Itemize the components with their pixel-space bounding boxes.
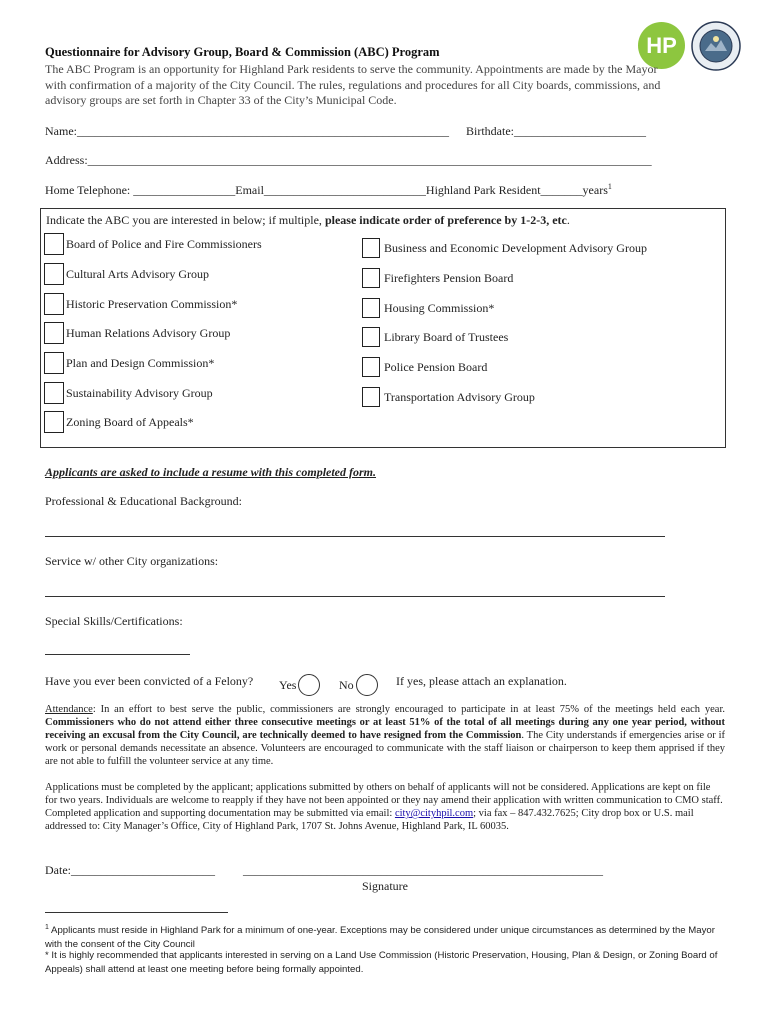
checkbox[interactable] [44,352,64,374]
home-phone-email-resident-field[interactable]: Home Telephone: _________________Email___________________________Highland Park Resident_______years [45,183,608,197]
skills-answer-line[interactable] [45,654,190,655]
option-historic-preservation[interactable]: Historic Preservation Commission* [44,293,237,315]
interest-prompt: Indicate the ABC you are interested in below; if multiple, please indicate order of preference by 1-2-3, etc. [46,213,570,227]
contact-row[interactable] [45,182,612,198]
address-field[interactable]: Address:______________________________________________________________________________________________ [45,153,652,167]
intro-paragraph: The ABC Program is an opportunity for Highland Park residents to serve the community. Appointments are made by the Mayor with confirmation of a majority of the City Council. The rules, regulations and procedures for all City boards, commissions, and advisory groups are set forth in Chapter 33 of the City’s Municipal Code. [45,62,661,107]
skills-label: Special Skills/Certifications: [45,614,183,628]
option-sustainability[interactable]: Sustainability Advisory Group [44,382,213,404]
background-answer-line[interactable] [45,536,665,537]
checkbox[interactable] [44,382,64,404]
attendance-paragraph: Attendance: In an effort to best serve the public, commissioners are strongly encouraged to participate in at least 75% of the meetings held each year. Commissioners who do not attend either three consecutive meetings or at least 51% of the total of all meetings during any one year period, without receiving an excusal from the City Council, are technically deemed to have resigned from the Commission. The City understands if emergencies arise or if work or personal demands necessitate an absence. Volunteers are encouraged to communicate with the staff liaison or chairperson to keep them apprised if they are not able to fulfill the volunteer service at any time. [45,704,725,767]
form-title: Questionnaire for Advisory Group, Board & Commission (ABC) Program [45,45,440,59]
email-link[interactable]: city@cityhpil.com [394,808,474,819]
birthdate-field[interactable]: Birthdate:______________________ [466,124,646,138]
checkbox[interactable] [362,238,380,258]
option-housing[interactable]: Housing Commission* [362,298,494,318]
service-answer-line[interactable] [45,596,665,597]
yes-radio[interactable] [298,674,320,696]
option-human-relations[interactable]: Human Relations Advisory Group [44,322,230,344]
option-police-pension[interactable]: Police Pension Board [362,357,487,377]
city-seal-logo [691,21,741,71]
option-police-fire-board[interactable]: Board of Police and Fire Commissioners [44,233,262,255]
checkbox[interactable] [362,327,380,347]
attendance-label: Attendance [45,704,93,715]
felony-explain-note: If yes, please attach an explanation. [396,674,567,688]
option-transportation[interactable]: Transportation Advisory Group [362,387,535,407]
no-radio[interactable] [356,674,378,696]
felony-no-option[interactable]: No [339,674,378,696]
footnote-divider [45,912,228,913]
checkbox[interactable] [362,387,380,407]
resume-note: Applicants are asked to include a resume with this completed form. [45,465,377,479]
checkbox[interactable] [44,322,64,344]
felony-question: Have you ever been convicted of a Felony? [45,674,254,688]
footnote-residency: $^1$ Applicants must reside in Highland Park for a minimum of one-year. Exceptions may be considered under unique circumstances as determined by the Mayor with the consent of the City Council [45,924,715,951]
footnote-marker: 1 [607,182,612,191]
signature-label: Signature [362,879,408,893]
option-business-economic[interactable]: Business and Economic Development Advisory Group [362,238,647,258]
option-cultural-arts[interactable]: Cultural Arts Advisory Group [44,263,209,285]
checkbox[interactable] [362,298,380,318]
date-field[interactable]: Date:________________________ [45,863,215,877]
checkbox[interactable] [44,411,64,433]
submission-paragraph: Applications must be completed by the applicant; applications submitted by others on behalf of applicants will not be considered. Applications are kept on file for two years. Individuals are welcome to reapply if they have not been appointed or they nay amend their application with written communication to CMO staff. Completed application and supporting documentation may be submitted via email: city@cityhpil.com; via fax – 847.432.7625; City drop box or U.S. mail addressed to: City Manager’s Office, City of Highland Park, 1707 St. Johns Avenue, Highland Park, IL 60035. [45,782,723,832]
option-zoning-appeals[interactable]: Zoning Board of Appeals* [44,411,194,433]
hp-logo-text: HP [646,32,677,58]
option-firefighters-pension[interactable]: Firefighters Pension Board [362,268,513,288]
attendance-rule: Commissioners who do not attend either three consecutive meetings or at least 51% of the total of all meetings during any one year period, without receiving an excusal from the City Council, are technically deemed to have resigned from the Commission [45,717,725,741]
felony-yes-option[interactable]: Yes [279,674,320,696]
signature-field[interactable]: ____________________________________________________________ [243,863,603,877]
checkbox[interactable] [44,233,64,255]
background-label: Professional & Educational Background: [45,494,242,508]
checkbox[interactable] [44,293,64,315]
option-library-trustees[interactable]: Library Board of Trustees [362,327,508,347]
option-plan-design[interactable]: Plan and Design Commission* [44,352,214,374]
preference-instruction: please indicate order of preference by 1-2-3, etc [324,213,567,227]
checkbox[interactable] [362,268,380,288]
service-label: Service w/ other City organizations: [45,554,219,568]
checkbox[interactable] [362,357,380,377]
checkbox[interactable] [44,263,64,285]
name-field[interactable]: Name:______________________________________________________________ [45,124,449,138]
footnote-land-use: * It is highly recommended that applicants interested in serving on a Land Use Commission (Historic Preservation, Housing, Plan & Design, or Zoning Board of Appeals) shall attend at least one meeting before being formally appointed. [45,950,718,975]
